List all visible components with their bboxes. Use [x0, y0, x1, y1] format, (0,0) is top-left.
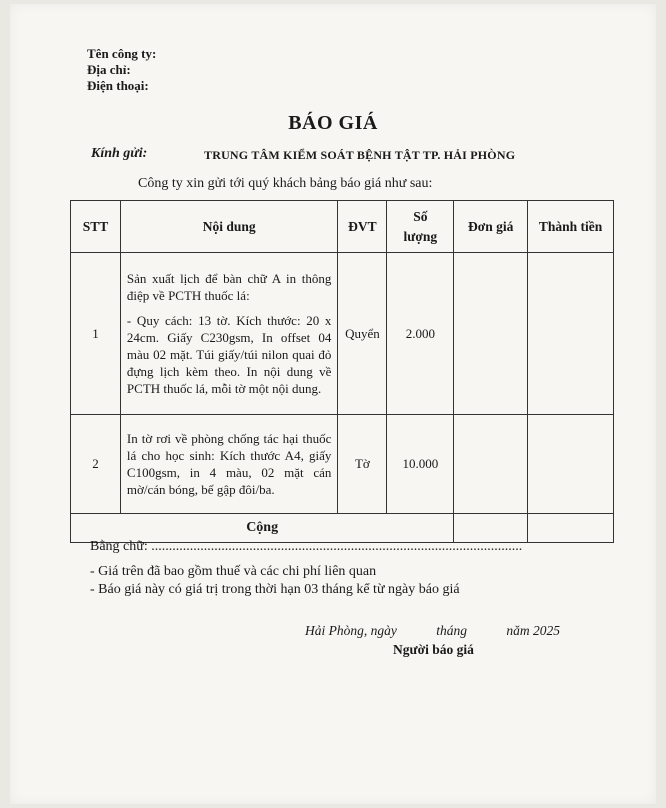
table-row [71, 253, 614, 415]
column-header-total: Thành tiền [528, 201, 614, 253]
total-label: Cộng [71, 514, 454, 543]
place-date-line [305, 623, 560, 639]
intro-text: Công ty xin gửi tới quý khách bảng báo giá như sau: [138, 176, 433, 191]
column-header-unit-price: Đơn giá [454, 201, 528, 253]
date-year: năm 2025 [506, 623, 561, 638]
row-quantity: 2.000 [387, 253, 454, 415]
amount-in-words: Bằng chữ: .......................................................................................................... [90, 539, 523, 554]
row-quantity: 10.000 [387, 415, 454, 514]
signer-title: Người báo giá [393, 642, 474, 657]
company-name-label: Tên công ty: [87, 46, 157, 61]
column-header-unit: ĐVT [338, 201, 387, 253]
row-content [120, 253, 338, 415]
address-label: Địa chỉ: [87, 62, 131, 77]
column-header-content: Nội dung [120, 201, 338, 253]
row-unit: Tờ [338, 415, 387, 514]
row-unit-price [454, 415, 528, 514]
date-month: tháng [436, 623, 468, 638]
document-page [10, 4, 656, 804]
row-content-title: Sản xuất lịch để bàn chữ A in thông điệp về PCTH thuốc lá: [126, 271, 332, 303]
table-row [71, 415, 614, 514]
document-title: BÁO GIÁ [288, 112, 378, 134]
row-total [528, 415, 614, 514]
quote-table [70, 200, 614, 543]
place-date: Hải Phòng, ngày [305, 623, 397, 638]
row-unit-price [454, 253, 528, 415]
row-stt: 1 [71, 253, 121, 415]
total-amount-cell [528, 514, 614, 543]
recipient-name: TRUNG TÂM KIỂM SOÁT BỆNH TẬT TP. HẢI PHÒNG [204, 148, 516, 162]
table-header-row [71, 201, 614, 253]
note-validity: - Báo giá này có giá trị trong thời hạn 03 tháng kể từ ngày báo giá [90, 582, 460, 597]
row-content [120, 415, 338, 514]
phone-label: Điện thoại: [87, 78, 149, 93]
row-content-detail: - Quy cách: 13 tờ. Kích thước: 20 x 24cm. Giấy C230gsm, In offset 04 màu 02 mặt. Túi giấy/túi nilon quai đỏ đựng lịch kèm theo. In nội dung về PCTH thuốc lá, mỗi tờ một nội dung. [126, 313, 332, 396]
row-unit: Quyển [338, 253, 387, 415]
row-total [528, 253, 614, 415]
row-stt: 2 [71, 415, 121, 514]
note-taxes: - Giá trên đã bao gồm thuế và các chi phí liên quan [90, 564, 377, 579]
row-content-title: In tờ rơi về phòng chống tác hại thuốc lá cho học sinh: Kích thước A4, giấy C100gsm, in 4 màu, 02 mặt cán mờ/cán bóng, bế gập đôi/ba. [126, 431, 332, 497]
column-header-quantity: Số lượng [387, 201, 454, 253]
column-header-stt: STT [71, 201, 121, 253]
recipient-label: Kính gửi: [91, 146, 148, 161]
